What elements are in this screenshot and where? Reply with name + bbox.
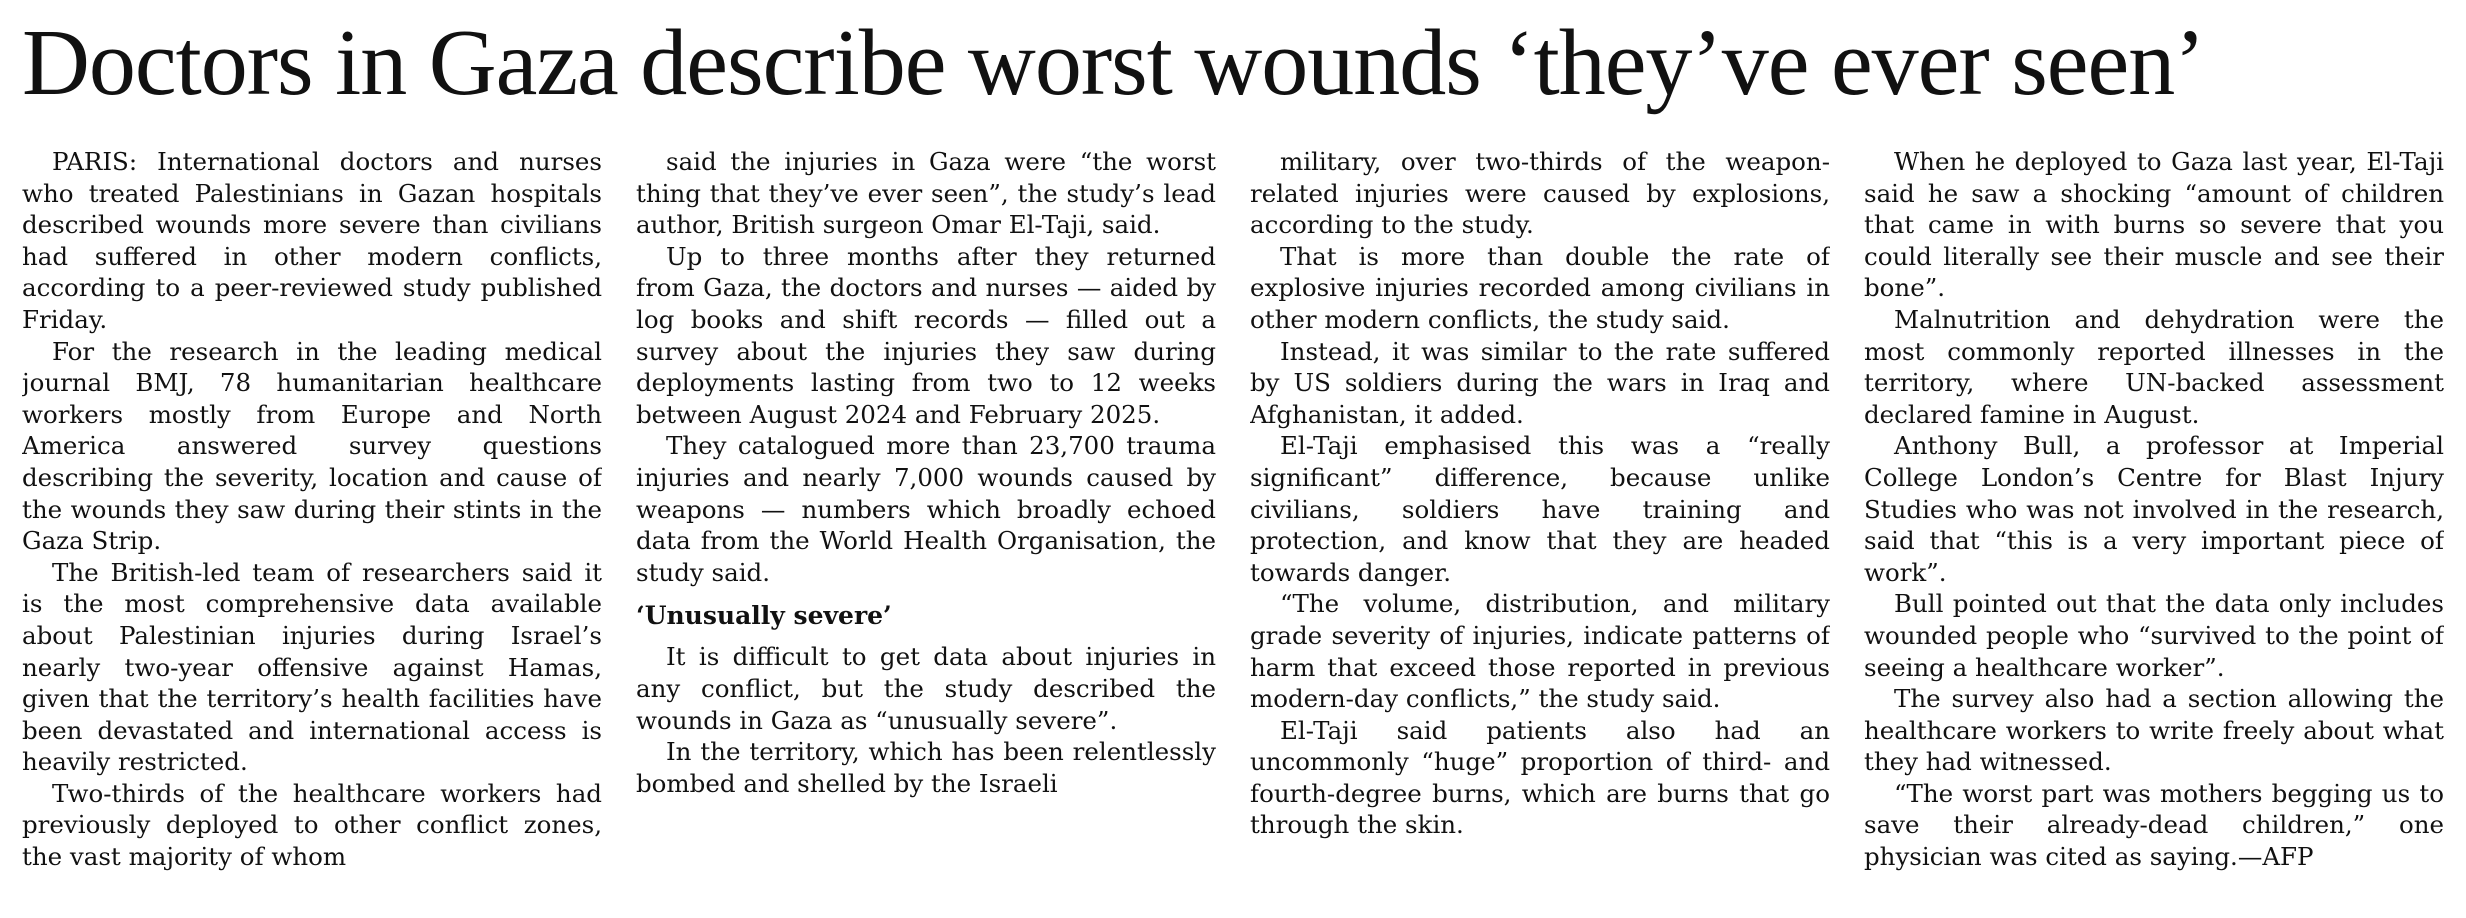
paragraph: “The volume, distribution, and military grade severity of injuries, indicate patterns of harm that exceed those reported in previous modern-day conflicts,” the study said. <box>1250 589 1830 714</box>
paragraph: Anthony Bull, a professor at Imperial College London’s Centre for Blast Injury Studies who was not involved in the research, said that “this is a very important piece of work”. <box>1864 431 2444 587</box>
paragraph: military, over two-thirds of the weapon-related injuries were caused by explosions, according to the study. <box>1250 147 1830 240</box>
column-4 <box>1864 146 2444 914</box>
paragraph: In the territory, which has been relentlessly bombed and shelled by the Israeli <box>636 737 1216 798</box>
paragraph: It is difficult to get data about injuries in any conflict, but the study described the wounds in Gaza as “unusually severe”. <box>636 642 1216 735</box>
paragraph: El-Taji emphasised this was a “really significant” difference, because unlike civilians, soldiers have training and protection, and know that they are headed towards danger. <box>1250 431 1830 587</box>
paragraph: The survey also had a section allowing the healthcare workers to write freely about what they had witnessed. <box>1864 684 2444 777</box>
paragraph: El-Taji said patients also had an uncommonly “huge” proportion of third- and fourth-degree burns, which are burns that go through the skin. <box>1250 715 1830 840</box>
paragraph: Bull pointed out that the data only includes wounded people who “survived to the point of seeing a healthcare worker”. <box>1864 589 2444 682</box>
column-2 <box>636 146 1216 914</box>
paragraph: That is more than double the rate of explosive injuries recorded among civilians in other modern conflicts, the study said. <box>1250 241 1830 334</box>
paragraph: They catalogued more than 23,700 trauma injuries and nearly 7,000 wounds caused by weapons — numbers which broadly echoed data from the World Health Organisation, the study said. <box>636 431 1216 587</box>
column-3 <box>1250 146 1830 914</box>
headline: Doctors in Gaza describe worst wounds ‘they’ve ever seen’ <box>22 11 2205 115</box>
paragraph: Two-thirds of the healthcare workers had previously deployed to other conflict zones, the vast majority of whom <box>22 778 602 872</box>
paragraph: When he deployed to Gaza last year, El-Taji said he saw a shocking “amount of children that came in with burns so severe that you could literally see their muscle and see their bone”. <box>1864 147 2444 303</box>
paragraph: PARIS: International doctors and nurses who treated Palestinians in Gazan hospitals described wounds more severe than civilians had suffered in other modern conflicts, according to a peer-reviewed study published Friday. <box>22 147 602 334</box>
paragraph: Instead, it was similar to the rate suffered by US soldiers during the wars in Iraq and Afghanistan, it added. <box>1250 336 1830 429</box>
column-1 <box>22 146 602 914</box>
paragraph: said the injuries in Gaza were “the worst thing that they’ve ever seen”, the study’s lead author, British surgeon Omar El-Taji, said. <box>636 147 1216 240</box>
paragraph: “The worst part was mothers begging us to save their already-dead children,” one physician was cited as saying.—AFP <box>1864 778 2444 872</box>
paragraph: The British-led team of researchers said it is the most comprehensive data available about Palestinian injuries during Israel’s nearly two-year offensive against Hamas, given that the territory’s health facilities have been devastated and international access is heavily restricted. <box>22 557 602 777</box>
paragraph: Malnutrition and dehydration were the most commonly reported illnesses in the territory, where UN-backed assessment declared famine in August. <box>1864 304 2444 429</box>
article-body <box>22 146 2444 914</box>
subheading: ‘Unusually severe’ <box>636 601 892 631</box>
paragraph: Up to three months after they returned from Gaza, the doctors and nurses — aided by log books and shift records — filled out a survey about the injuries they saw during deployments lasting from two to 12 weeks between August 2024 and February 2025. <box>636 241 1216 429</box>
paragraph: For the research in the leading medical journal BMJ, 78 humanitarian healthcare workers mostly from Europe and North America answered survey questions describing the severity, location and cause of the wounds they saw during their stints in the Gaza Strip. <box>22 336 602 556</box>
